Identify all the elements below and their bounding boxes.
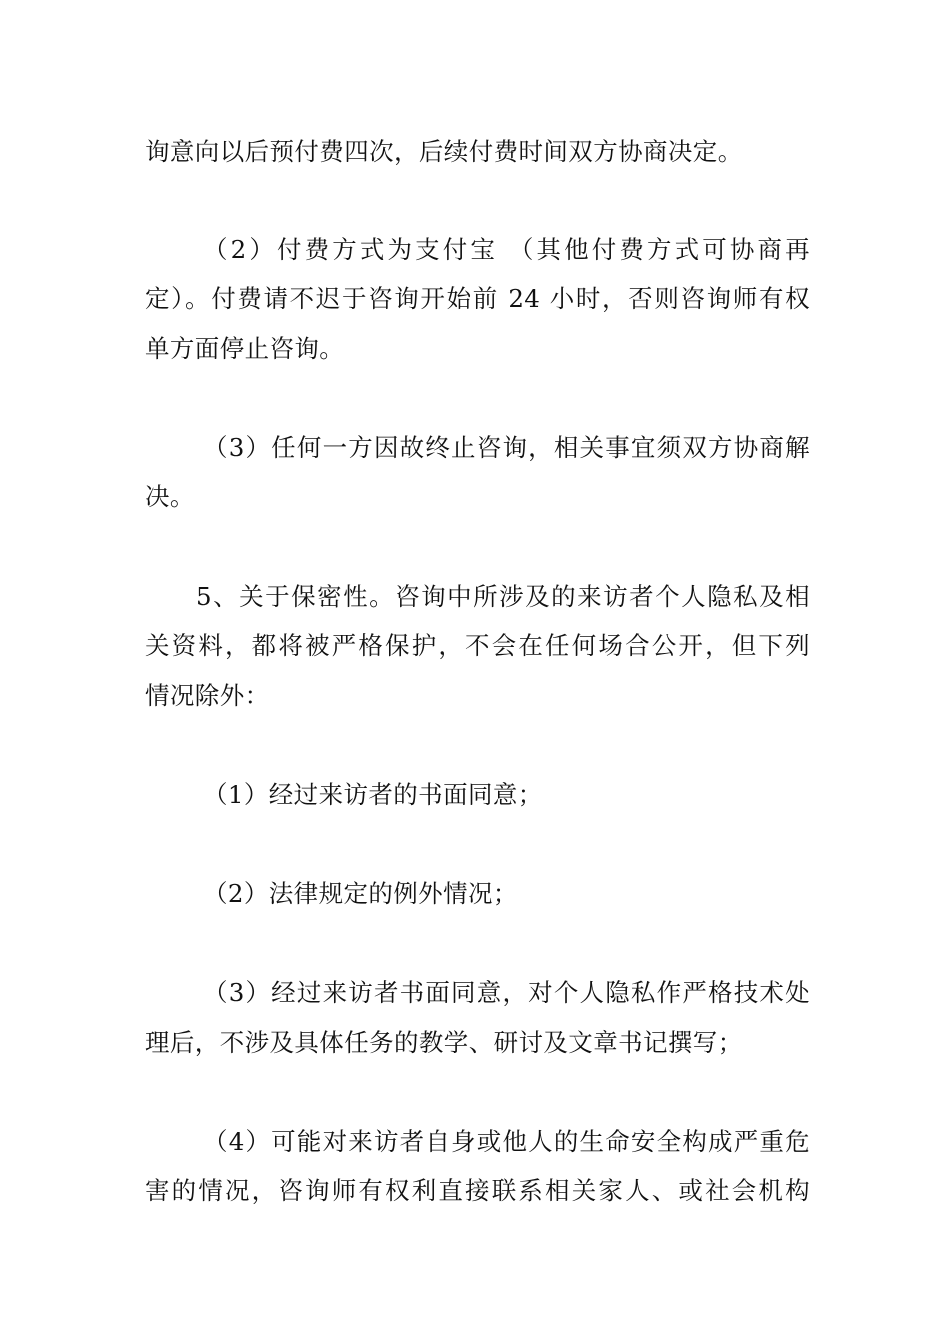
text-line-15: 害的情况，咨询师有权利直接联系相关家人、或社会机构: [145, 1176, 810, 1205]
text-line-5: （3）任何一方因故终止咨询，相关事宜须双方协商解: [203, 433, 810, 462]
text-line-12: （3）经过来访者书面同意，对个人隐私作严格技术处: [203, 978, 810, 1007]
text-line-1: 询意向以后预付费四次，后续付费时间双方协商决定。: [145, 137, 743, 166]
text-line-7: 5、关于保密性。咨询中所涉及的来访者个人隐私及相: [196, 582, 810, 611]
text-line-9: 情况除外：: [145, 681, 270, 710]
text-line-10: （1）经过来访者的书面同意；: [203, 780, 543, 809]
text-line-3: 定）。付费请不迟于咨询开始前 24 小时，否则咨询师有权: [145, 284, 810, 313]
text-line-4: 单方面停止咨询。: [145, 334, 345, 363]
text-line-14: （4）可能对来访者自身或他人的生命安全构成严重危: [203, 1127, 810, 1156]
text-line-2: （2）付费方式为支付宝 （其他付费方式可协商再: [203, 235, 810, 264]
text-line-8: 关资料，都将被严格保护，不会在任何场合公开，但下列: [145, 631, 810, 660]
text-line-11: （2）法律规定的例外情况；: [203, 879, 518, 908]
text-line-13: 理后，不涉及具体任务的教学、研讨及文章书记撰写；: [145, 1028, 743, 1057]
text-line-6: 决。: [145, 482, 195, 511]
